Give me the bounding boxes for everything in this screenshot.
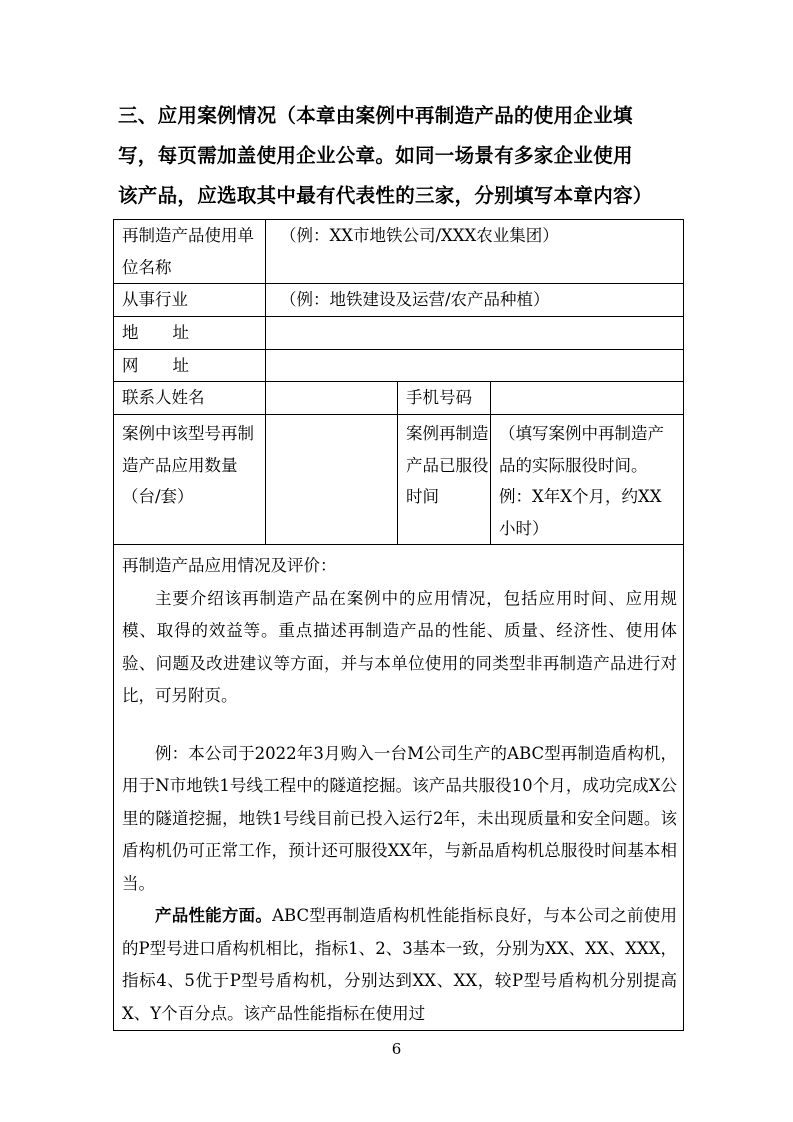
page-number: 6: [391, 1040, 402, 1058]
heading-line-3: 该产品，应选取其中最有代表性的三家，分别填写本章内容）: [118, 184, 653, 207]
service-time-label: 案例再制造产品已服役时间: [398, 415, 491, 545]
unit-name-field[interactable]: （例：XX市地铁公司/XXX农业集团）: [266, 220, 684, 284]
contact-name-field[interactable]: [266, 382, 398, 415]
evaluation-intro: 主要介绍该再制造产品在案例中的应用情况，包括应用时间、应用规模、取得的效益等。重点描述再制造产品的性能、质量、经济性、使用体验、问题及改进建议等方面，并与本单位使用的同类型非再制造产品进行对比，可另附页。: [122, 588, 678, 705]
website-label: 网址: [114, 349, 266, 382]
industry-label: 从事行业: [114, 284, 266, 317]
evaluation-row: [114, 545, 684, 1031]
website-row: [114, 349, 684, 382]
industry-row: [114, 284, 684, 317]
unit-name-row: [114, 220, 684, 284]
performance-text: ABC型再制造盾构机性能指标良好，与本公司之前使用的P型号进口盾构机相比，指标1、2、3基本一致，分别为XX、XX、XXX，指标4、5优于P型号盾构机，分别达到XX、XX，较P型号盾构机分别提高X、Y个百分点。该产品性能指标在使用过: [122, 906, 678, 1023]
address-label: 地址: [114, 317, 266, 350]
quantity-field[interactable]: [266, 415, 398, 545]
application-case-form: [113, 219, 684, 1031]
industry-field[interactable]: （例：地铁建设及运营/农产品种植）: [266, 284, 684, 317]
service-time-field[interactable]: （填写案例中再制造产品的实际服役时间。例：X年X个月，约XX小时）: [491, 415, 684, 545]
section-heading: [118, 96, 678, 216]
contact-name-label: 联系人姓名: [114, 382, 266, 415]
contact-row: [114, 382, 684, 415]
evaluation-title: 再制造产品应用情况及评价：: [122, 556, 337, 575]
website-field[interactable]: [266, 349, 684, 382]
quantity-service-row: [114, 415, 684, 545]
quantity-label: 案例中该型号再制造产品应用数量（台/套）: [114, 415, 266, 545]
address-row: [114, 317, 684, 350]
unit-name-label: 再制造产品使用单位名称: [114, 220, 266, 284]
phone-label: 手机号码: [398, 382, 491, 415]
heading-line-1: 三、应用案例情况（本章由案例中再制造产品的使用企业填: [118, 104, 633, 127]
evaluation-field[interactable]: [114, 545, 684, 1031]
phone-field[interactable]: [491, 382, 684, 415]
evaluation-example: 例：本公司于2022年3月购入一台M公司生产的ABC型再制造盾构机，用于N市地铁1号线工程中的隧道挖掘。该产品共服役10个月，成功完成X公里的隧道挖掘，地铁1号线目前已投入运行2年，未出现质量和安全问题。该盾构机仍可正常工作，预计还可服役XX年，与新品盾构机总服役时间基本相当。: [122, 743, 678, 893]
performance-paragraph: [122, 900, 683, 1030]
address-field[interactable]: [266, 317, 684, 350]
heading-line-2: 写，每页需加盖使用企业公章。如同一场景有多家企业使用: [118, 144, 633, 167]
performance-heading: 产品性能方面。: [155, 906, 273, 925]
